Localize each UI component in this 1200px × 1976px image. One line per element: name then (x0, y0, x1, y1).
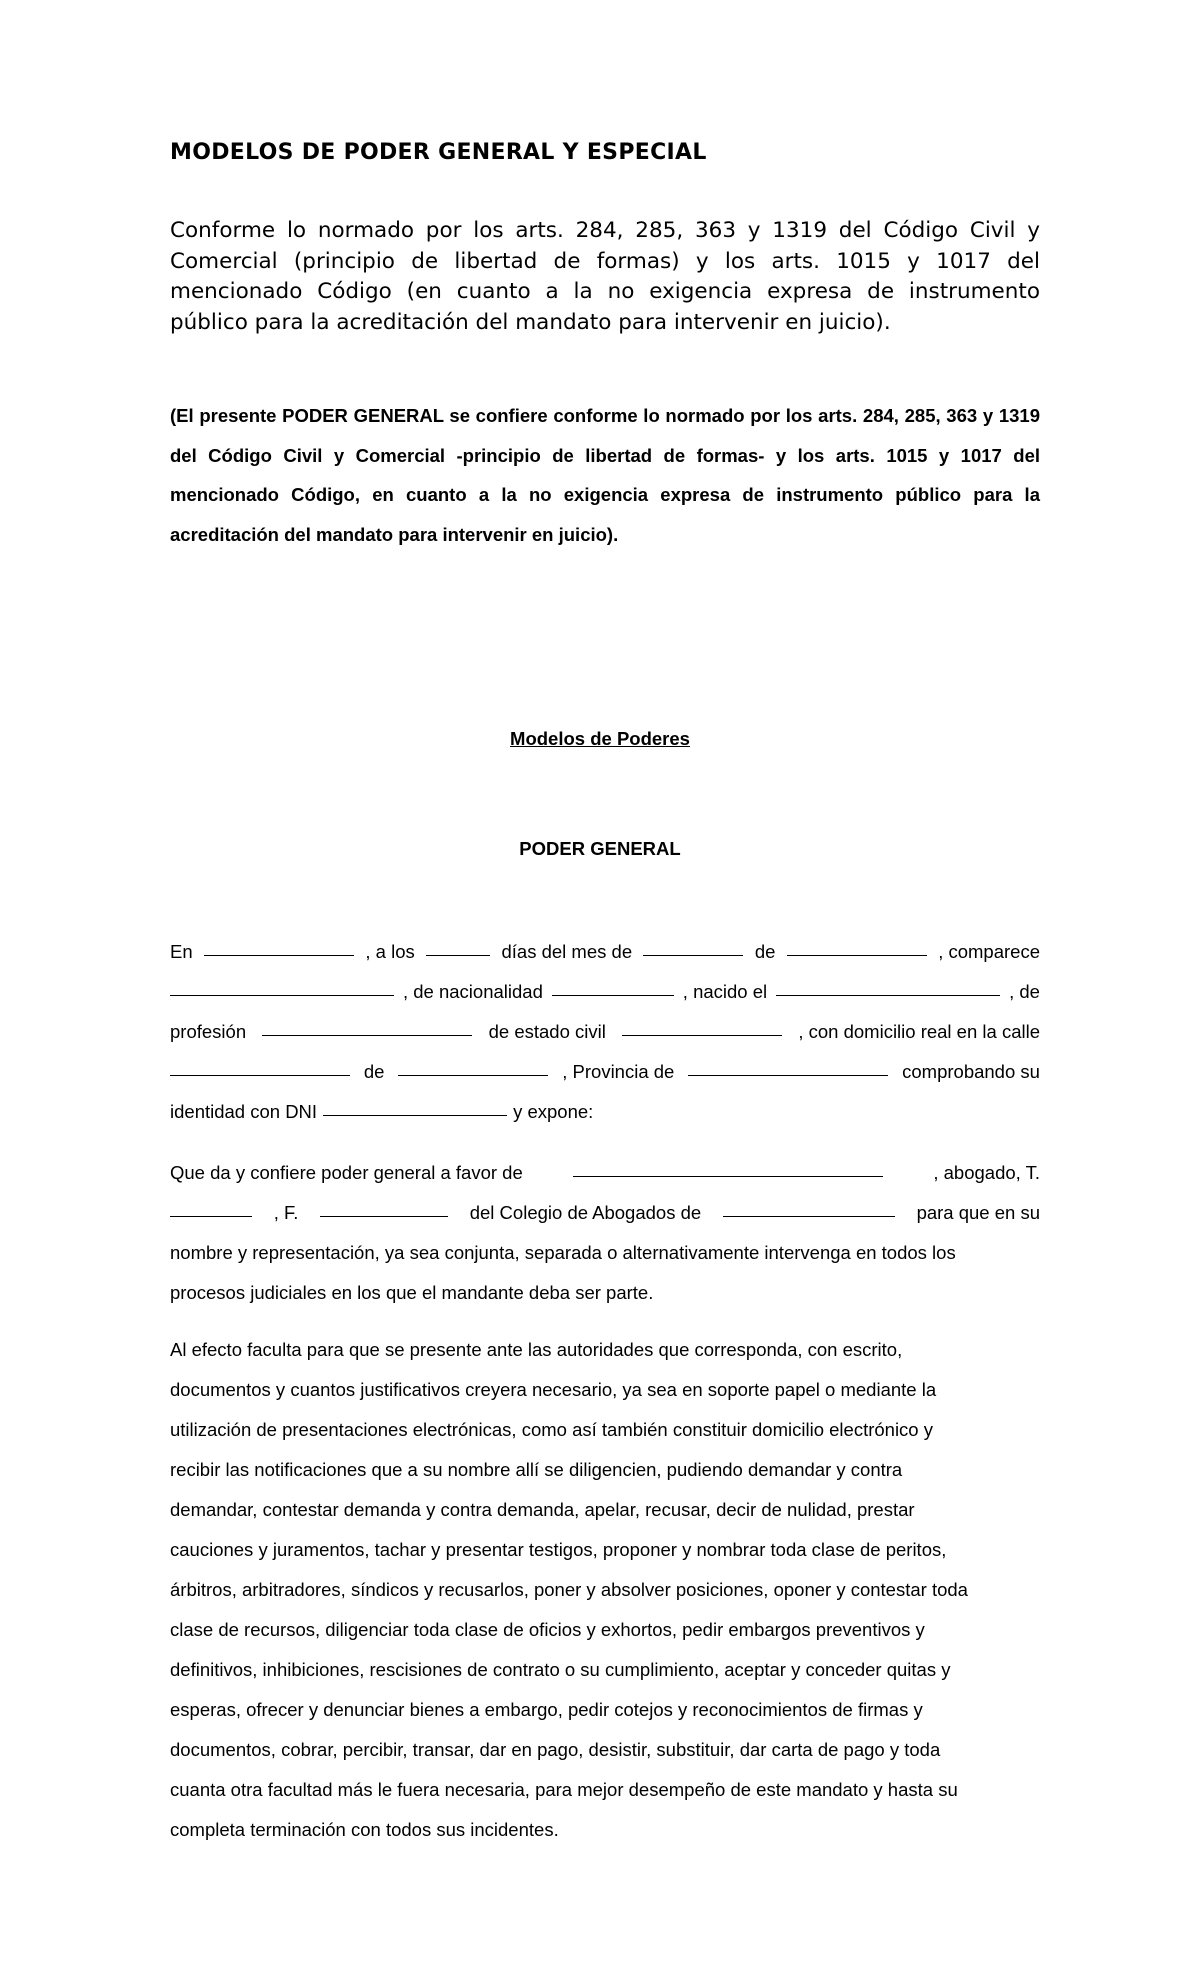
paragraph-line (170, 932, 1040, 972)
paragraph-line (170, 1273, 1040, 1313)
text-fragment: nombre y representación, ya sea conjunta, separada o alternativamente intervenga en todos los (170, 1242, 956, 1263)
text-fragment: , Provincia de (562, 1061, 675, 1082)
paragraph-line (170, 1610, 1040, 1650)
text-fragment: , con domicilio real en la calle (798, 1021, 1040, 1042)
blank-dia[interactable] (426, 954, 490, 956)
paragraph-line (170, 1330, 1040, 1370)
paragraph-line (170, 1233, 1040, 1273)
text-fragment: demandar, contestar demanda y contra demanda, apelar, recusar, decir de nulidad, prestar (170, 1499, 915, 1520)
blank-fecha-nacimiento[interactable] (776, 994, 1000, 996)
blank-calle[interactable] (170, 1074, 350, 1076)
blank-anio[interactable] (787, 954, 927, 956)
paragraph-line (170, 1052, 1040, 1092)
text-fragment: del Colegio de Abogados de (469, 1202, 702, 1223)
paragraph-line (170, 1530, 1040, 1570)
text-fragment: , nacido el (682, 981, 768, 1002)
text-fragment: completa terminación con todos sus incidentes. (170, 1819, 559, 1840)
text-fragment: En (170, 941, 193, 962)
text-fragment: días del mes de (501, 941, 633, 962)
blank-provincia[interactable] (688, 1074, 888, 1076)
text-fragment: , F. (273, 1202, 299, 1223)
blank-lugar[interactable] (204, 954, 354, 956)
paragraph-line (170, 1810, 1040, 1850)
text-fragment: documentos y cuantos justificativos creyera necesario, ya sea en soporte papel o mediante la (170, 1379, 937, 1400)
text-fragment: , a los (365, 941, 415, 962)
text-fragment: definitivos, inhibiciones, rescisiones de contrato o su cumplimiento, aceptar y conceder quitas y (170, 1659, 951, 1680)
paragraph-line (170, 1092, 1040, 1132)
blank-colegio[interactable] (723, 1215, 895, 1217)
paragraph-line (170, 1570, 1040, 1610)
otorgamiento-paragraph (170, 1153, 1040, 1313)
section-heading: Modelos de Poderes (510, 728, 690, 749)
text-fragment: clase de recursos, diligenciar toda clase de oficios y exhortos, pedir embargos preventivos y (170, 1619, 925, 1640)
text-fragment: para que en su (916, 1202, 1040, 1223)
intro-paragraph: Conforme lo normado por los arts. 284, 285, 363 y 1319 del Código Civil y Comercial (principio de libertad de formas) y los arts. 1015 y 1017 del mencionado Código (en cuanto a la no exigencia expresa de instrumento público para la acreditación del mandato para intervenir en juicio). (170, 218, 1040, 335)
text-fragment: , de nacionalidad (402, 981, 543, 1002)
paragraph-line (170, 1770, 1040, 1810)
paragraph-line (170, 1490, 1040, 1530)
text-fragment: documentos, cobrar, percibir, transar, dar en pago, desistir, substituir, dar carta de pago y toda (170, 1739, 941, 1760)
blank-folio[interactable] (320, 1215, 448, 1217)
text-fragment: procesos judiciales en los que el mandante deba ser parte. (170, 1282, 654, 1303)
blank-nacionalidad[interactable] (552, 994, 674, 996)
blank-localidad[interactable] (398, 1074, 548, 1076)
subsection-heading: PODER GENERAL (519, 838, 681, 859)
paragraph-line (170, 1650, 1040, 1690)
paragraph-line (170, 1690, 1040, 1730)
text-fragment: árbitros, arbitradores, síndicos y recusarlos, poner y absolver posiciones, oponer y contestar toda (170, 1579, 968, 1600)
text-fragment: identidad con DNI (170, 1101, 318, 1122)
comparecencia-paragraph (170, 932, 1040, 1132)
text-fragment: cauciones y juramentos, tachar y presentar testigos, proponer y nombrar toda clase de peritos, (170, 1539, 947, 1560)
bold-note-paragraph: (El presente PODER GENERAL se confiere conforme lo normado por los arts. 284, 285, 363 y 1319 del Código Civil y Comercial -principio de libertad de formas- y los arts. 1015 y 1017 del mencionado Código, en cuanto a la no exigencia expresa de instrumento público para la acreditación del mandato para intervenir en juicio). (170, 405, 1040, 545)
text-fragment: Que da y confiere poder general a favor de (170, 1162, 523, 1183)
text-fragment: esperas, ofrecer y denunciar bienes a embargo, pedir cotejos y reconocimientos de firmas y (170, 1699, 923, 1720)
paragraph-line (170, 1410, 1040, 1450)
text-fragment: profesión (170, 1021, 247, 1042)
text-fragment: y expone: (513, 1101, 594, 1122)
text-fragment: Al efecto faculta para que se presente ante las autoridades que corresponda, con escrito, (170, 1339, 903, 1360)
text-fragment: cuanta otra facultad más le fuera necesaria, para mejor desempeño de este mandato y hasta su (170, 1779, 958, 1800)
text-fragment: de (754, 941, 776, 962)
paragraph-line (170, 1730, 1040, 1770)
text-fragment: comprobando su (902, 1061, 1040, 1082)
paragraph-line (170, 1012, 1040, 1052)
blank-dni[interactable] (323, 1114, 507, 1116)
blank-nombre-mandante[interactable] (170, 994, 394, 996)
text-fragment: utilización de presentaciones electrónicas, como así también constituir domicilio electrónico y (170, 1419, 933, 1440)
text-fragment: de estado civil (488, 1021, 606, 1042)
blank-mes[interactable] (643, 954, 743, 956)
paragraph-line (170, 972, 1040, 1012)
text-fragment: , de (1009, 981, 1040, 1002)
facultades-paragraph (170, 1330, 1040, 1850)
document-title: MODELOS DE PODER GENERAL Y ESPECIAL (170, 140, 707, 165)
text-fragment: , abogado, T. (933, 1162, 1040, 1183)
blank-tomo[interactable] (170, 1215, 252, 1217)
text-fragment: de (363, 1061, 385, 1082)
paragraph-line (170, 1450, 1040, 1490)
paragraph-line (170, 1193, 1040, 1233)
blank-profesion[interactable] (262, 1034, 472, 1036)
blank-abogado[interactable] (573, 1175, 883, 1177)
blank-estado-civil[interactable] (622, 1034, 782, 1036)
text-fragment: , comparece (938, 941, 1040, 962)
paragraph-line (170, 1370, 1040, 1410)
text-fragment: recibir las notificaciones que a su nombre allí se diligencien, pudiendo demandar y contra (170, 1459, 903, 1480)
paragraph-line (170, 1153, 1040, 1193)
